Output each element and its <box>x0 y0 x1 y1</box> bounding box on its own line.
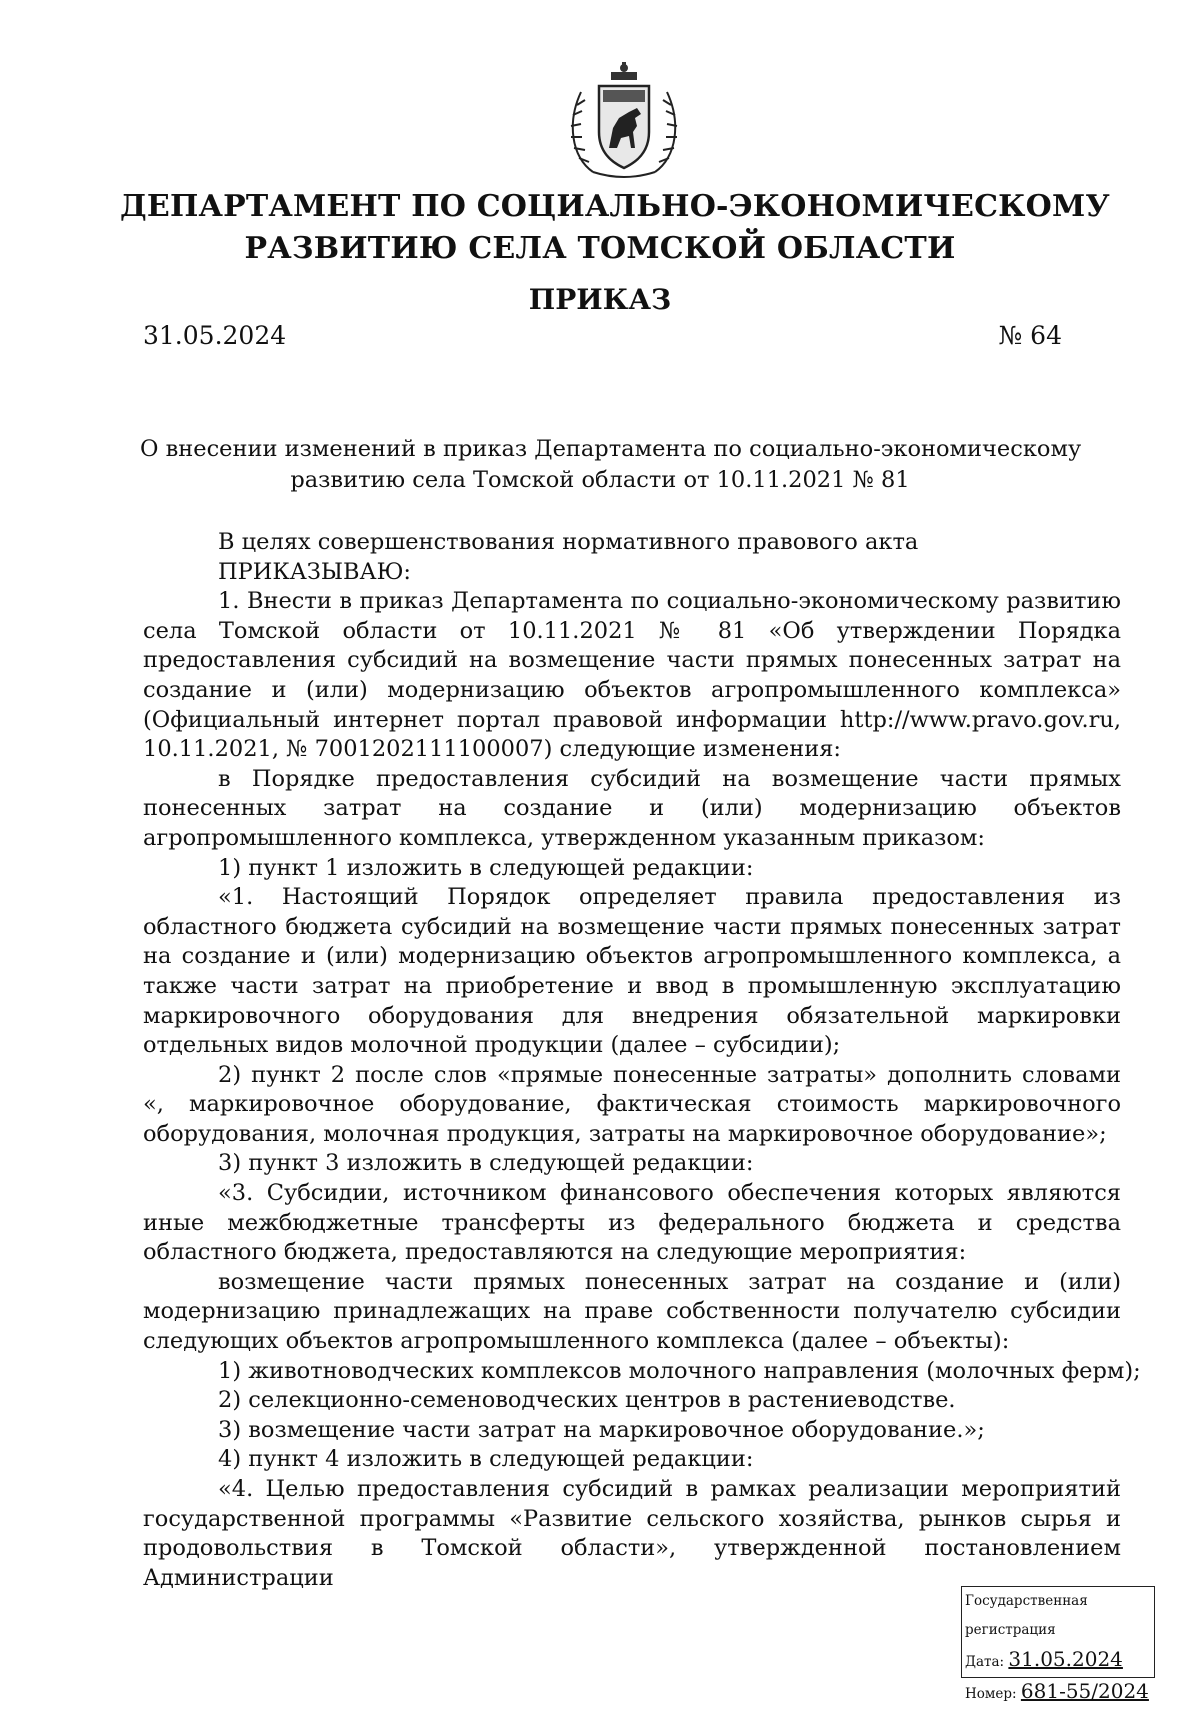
document-body <box>143 528 1141 1593</box>
body-paragraph: 1) животноводческих комплексов молочного направления (молочных ферм); <box>218 1357 1141 1384</box>
date-number-line <box>143 321 1062 350</box>
department-name-line1: ДЕПАРТАМЕНТ ПО СОЦИАЛЬНО-ЭКОНОМИЧЕСКОМУ <box>120 189 1110 224</box>
registration-stamp-title: Государственная регистрация <box>965 1593 1088 1638</box>
department-name <box>120 186 1110 270</box>
body-paragraph: 1) пункт 1 изложить в следующей редакции: <box>218 854 754 881</box>
body-paragraph: «4. Целью предоставления субсидий в рамках реализации мероприятий государственной программы «Развитие сельского хозяйства, рынков сырья и продовольствия в Томской области», утвержденной постановлением Администрации <box>143 1476 1121 1591</box>
document-subject <box>140 434 1082 496</box>
registration-date-label: Дата: <box>965 1654 1005 1670</box>
body-paragraph: «1. Настоящий Порядок определяет правила предоставления из областного бюджета субсидий на возмещение части прямых понесенных затрат на создание и (или) модернизацию объектов агропромышленного комплекса, а также части затрат на приобретение и ввод в промышленную эксплуатацию маркировочного оборудования для внедрения обязательной маркировки отдельных видов молочной продукции (далее – субсидии); <box>143 884 1121 1059</box>
body-paragraph: 2) селекционно-семеноводческих центров в растениеводстве. <box>218 1387 956 1414</box>
document-type-title: ПРИКАЗ <box>528 283 672 316</box>
registration-number-label: Номер: <box>965 1686 1017 1702</box>
registration-number-row <box>965 1677 1154 1709</box>
body-paragraph: «3. Субсидии, источником финансового обеспечения которых являются иные межбюджетные трансферты из федерального бюджета и средства областного бюджета, предоставляются на следующие мероприятия: <box>143 1180 1121 1266</box>
body-paragraph: 1. Внести в приказ Департамента по социально-экономическому развитию села Томской области от 10.11.2021 № 81 «Об утверждении Порядка предоставления субсидий на возмещение части прямых понесенных затрат на создание и (или) модернизацию объектов агропромышленного комплекса» (Официальный интернет портал правовой информации http://www.pravo.gov.ru, 10.11.2021, № 7001202111100007) следующие изменения: <box>143 588 1121 763</box>
registration-date-row <box>965 1645 1154 1677</box>
coat-of-arms-emblem <box>563 62 685 182</box>
document-date: 31.05.2024 <box>143 321 287 350</box>
registration-number-value: 681-55/2024 <box>1020 1679 1149 1703</box>
body-paragraph: 2) пункт 2 после слов «прямые понесенные затраты» дополнить словами «, маркировочное оборудование, фактическая стоимость маркировочного оборудования, молочная продукция, затраты на маркировочное оборудование»; <box>143 1061 1121 1147</box>
subject-line1: О внесении изменений в приказ Департамента по социально-экономическому <box>140 436 1082 462</box>
registration-stamp <box>961 1586 1155 1703</box>
registration-date-value: 31.05.2024 <box>1008 1647 1123 1671</box>
body-paragraph: в Порядке предоставления субсидий на возмещение части прямых понесенных затрат на создание и (или) модернизацию объектов агропромышленного комплекса, утвержденном указанным приказом: <box>143 765 1121 851</box>
department-name-line2: РАЗВИТИЮ СЕЛА ТОМСКОЙ ОБЛАСТИ <box>244 231 956 266</box>
body-paragraph: 4) пункт 4 изложить в следующей редакции: <box>218 1446 754 1473</box>
body-paragraph: ПРИКАЗЫВАЮ: <box>218 558 411 585</box>
body-paragraph: возмещение части прямых понесенных затрат на создание и (или) модернизацию принадлежащих на праве собственности получателю субсидии следующих объектов агропромышленного комплекса (далее – объекты): <box>143 1268 1121 1355</box>
body-paragraph: 3) пункт 3 изложить в следующей редакции: <box>218 1150 754 1177</box>
subject-line2: развитию села Томской области от 10.11.2021 № 81 <box>290 467 910 493</box>
body-paragraph: 3) возмещение части затрат на маркировочное оборудование.»; <box>218 1416 985 1443</box>
document-number: № 64 <box>998 321 1062 350</box>
body-paragraph: В целях совершенствования нормативного правового акта <box>218 529 919 555</box>
